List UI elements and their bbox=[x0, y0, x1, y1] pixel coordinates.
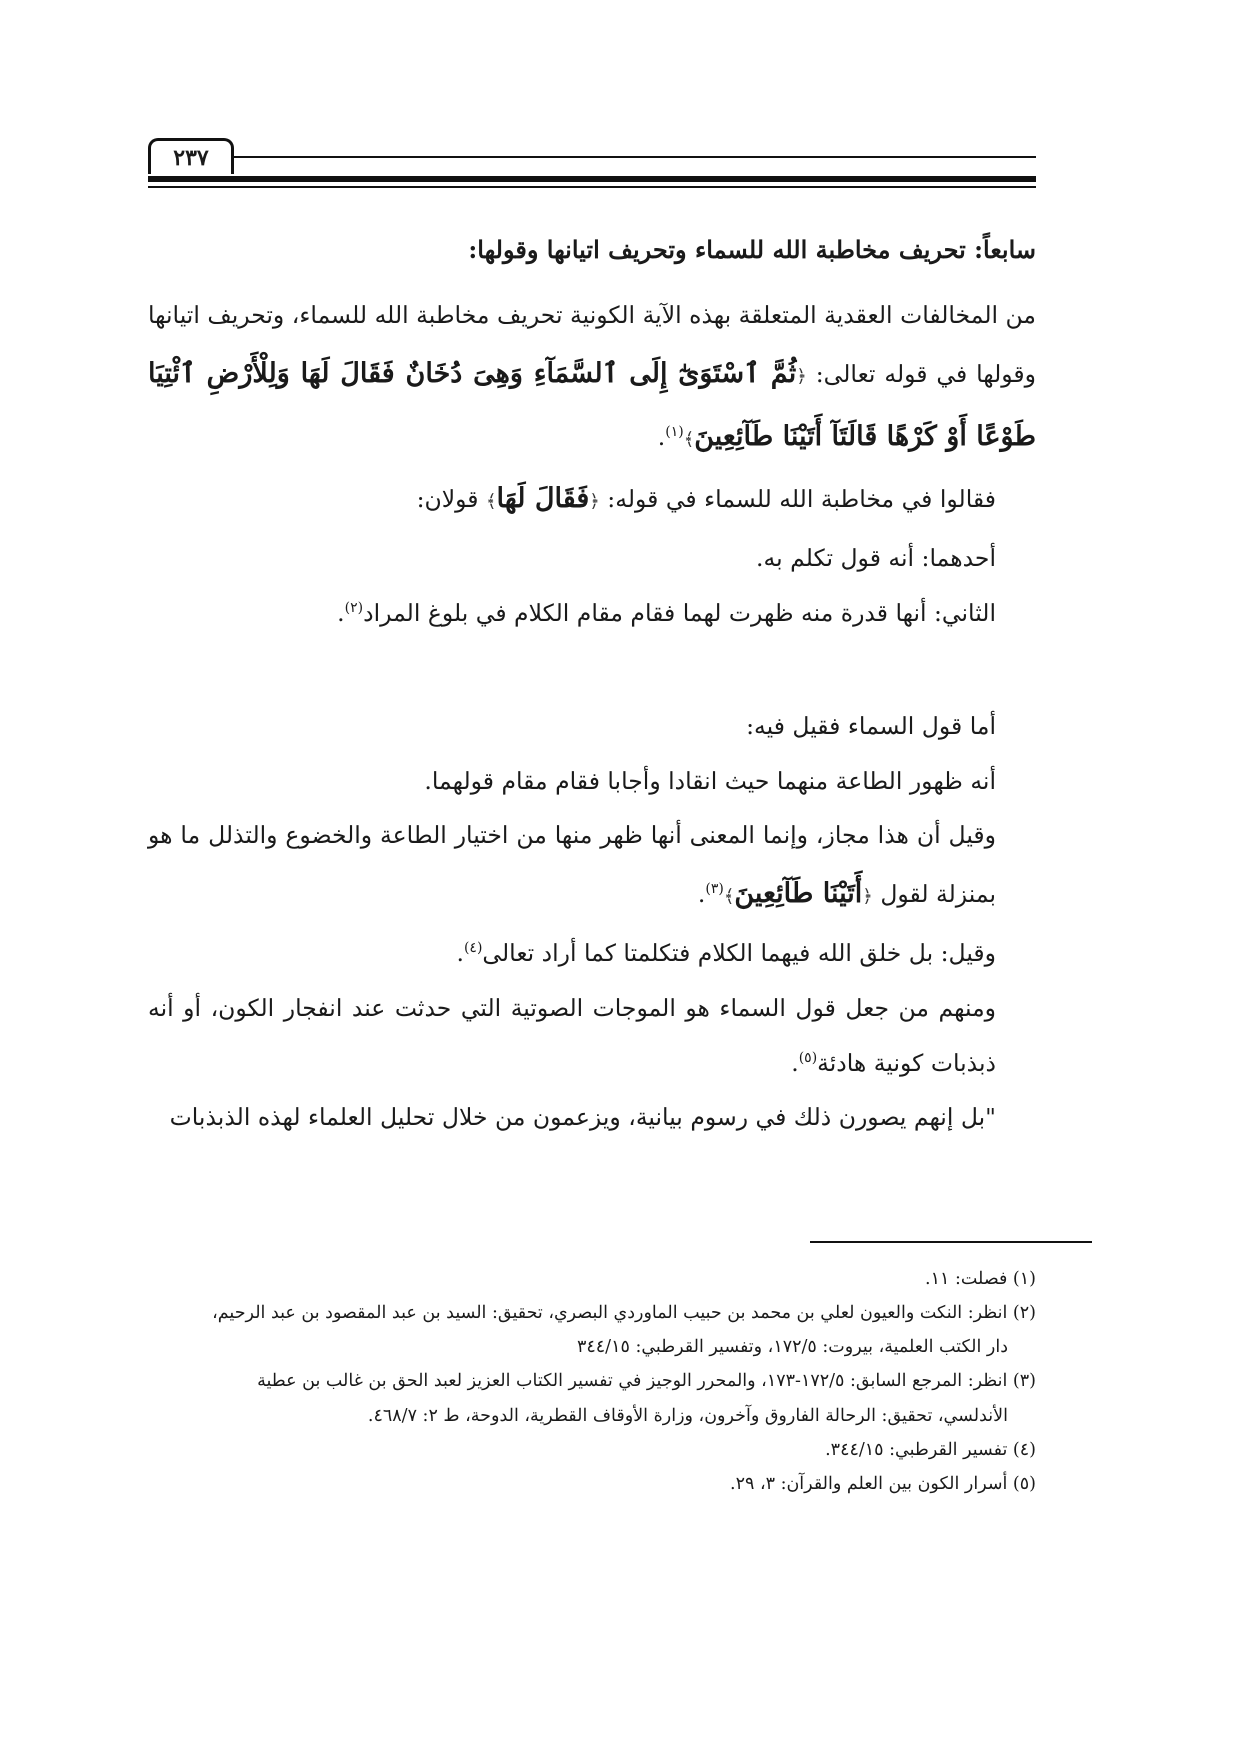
ornament-close: ﴾ bbox=[723, 886, 735, 908]
period: . bbox=[337, 599, 345, 628]
heaven-said-3: وقيل: بل خلق الله فيهما الكلام فتكلمتا كما أراد تعالى bbox=[482, 939, 996, 968]
said-suffix: قولان: bbox=[416, 485, 479, 514]
period: . bbox=[657, 422, 666, 451]
footnote-4: (٤) تفسير القرطبي: ٣٤٤/١٥. bbox=[825, 1439, 1036, 1460]
heaven-said-2: وقيل أن هذا مجاز، وإنما المعنى أنها ظهر منها من اختيار الطاعة والخضوع والتذلل ما هو بمنزلة لقول bbox=[148, 821, 996, 909]
header-thin-rule bbox=[234, 156, 1036, 158]
intro-text: من المخالفات العقدية المتعلقة بهذه الآية الكونية تحريف مخاطبة الله للسماء، وتحريف اتيانها وقولها في قوله تعالى: bbox=[148, 300, 1036, 388]
page-number: ٢٣٧ bbox=[148, 138, 234, 174]
period: . bbox=[456, 939, 464, 968]
heaven-said-1: أنه ظهور الطاعة منهما حيث انقادا وأجابا فقام مقام قولهما. bbox=[424, 766, 996, 795]
footnotes bbox=[148, 1262, 1036, 1501]
said-prefix: فقالوا في مخاطبة الله للسماء في قوله: bbox=[607, 485, 996, 514]
said-paragraph bbox=[148, 468, 1036, 531]
footnote-3: (٣) انظر: المرجع السابق: ١٧٢/٥-١٧٣، والمحرر الوجيز في تفسير الكتاب العزيز لعبد الحق بن غالب بن عطية bbox=[257, 1371, 1036, 1392]
header-thick-rule bbox=[148, 176, 1036, 182]
footnote-2: (٢) انظر: النكت والعيون لعلي بن محمد بن حبيب الماوردي البصري، تحقيق: السيد بن عبد المقصود بن عبد الرحيم، bbox=[212, 1303, 1036, 1324]
period: . bbox=[791, 1048, 799, 1077]
ornament-open: ﴿ bbox=[589, 491, 600, 513]
footnote-2-cont: دار الكتب العلمية، بيروت: ١٧٢/٥، وتفسير القرطبي: ٣٤٤/١٥ bbox=[576, 1337, 1008, 1358]
footnote-3-cont: الأندلسي، تحقيق: الرحالة الفاروق وآخرون، وزارة الأوقاف القطرية، الدوحة، ط ٢: ٤٦٨/٧. bbox=[367, 1405, 1008, 1426]
main-text bbox=[148, 222, 1036, 1145]
heaven-said-3-paragraph bbox=[148, 926, 1036, 981]
period: . bbox=[697, 880, 706, 909]
ornament-open: ﴿ bbox=[862, 886, 873, 908]
ornament-close: ﴾ bbox=[683, 428, 695, 450]
footnote-1: (١) فصلت: ١١. bbox=[925, 1269, 1036, 1289]
footnote-ref-4: (٤) bbox=[463, 940, 483, 957]
quran-verse-short: فَقَالَ لَهَا bbox=[496, 483, 590, 515]
ornament-close: ﴾ bbox=[486, 491, 497, 513]
heaven-said-4: ومنهم من جعل قول السماء هو الموجات الصوتية التي حدثت عند انفجار الكون، أو أنه ذبذبات كونية هادئة bbox=[148, 993, 996, 1077]
intro-paragraph bbox=[148, 288, 1036, 469]
footnote-ref-5: (٥) bbox=[798, 1049, 818, 1066]
second-opinion-paragraph bbox=[148, 586, 1036, 641]
footnote-5: (٥) أسرار الكون بين العلم والقرآن: ٣، ٢٩. bbox=[729, 1473, 1036, 1494]
second-opinion: الثاني: أنها قدرة منه ظهرت لهما فقام مقام الكلام في بلوغ المراد bbox=[363, 599, 996, 628]
quran-verse-full: ثُمَّ ٱسْتَوَىٰٓ إِلَى ٱلسَّمَآءِ وَهِىَ دُخَانٌ فَقَالَ لَهَا وَلِلْأَرْضِ ٱئْتِيَا طَوْعًا أَوْ كَرْهًا قَالَتَآ أَتَيْنَا طَآئِعِينَ bbox=[148, 357, 1036, 452]
footnote-separator bbox=[810, 1241, 1092, 1243]
section-heading: سابعاً: تحريف مخاطبة الله للسماء وتحريف اتيانها وقولها: bbox=[468, 235, 1036, 264]
footnote-ref-2: (٢) bbox=[344, 600, 364, 617]
quran-verse-came: أَتَيْنَا طَآئِعِينَ bbox=[734, 878, 863, 910]
heaven-said-4-paragraph bbox=[148, 981, 1036, 1091]
ornament-open: ﴿ bbox=[796, 365, 807, 387]
first-opinion: أحدهما: أنه قول تكلم به. bbox=[756, 544, 996, 573]
heaven-said-intro: أما قول السماء فقيل فيه: bbox=[746, 711, 996, 740]
spacer bbox=[148, 641, 1036, 699]
heaven-said-2-paragraph bbox=[148, 808, 1036, 926]
footnote-ref-1: (١) bbox=[665, 423, 684, 440]
header-bottom-rule bbox=[148, 186, 1036, 188]
page-header bbox=[148, 130, 1036, 202]
footnote-ref-3: (٣) bbox=[705, 881, 724, 898]
last-paragraph: "بل إنهم يصورن ذلك في رسوم بيانية، ويزعمون من خلال تحليل العلماء لهذه الذبذبات bbox=[169, 1103, 996, 1132]
